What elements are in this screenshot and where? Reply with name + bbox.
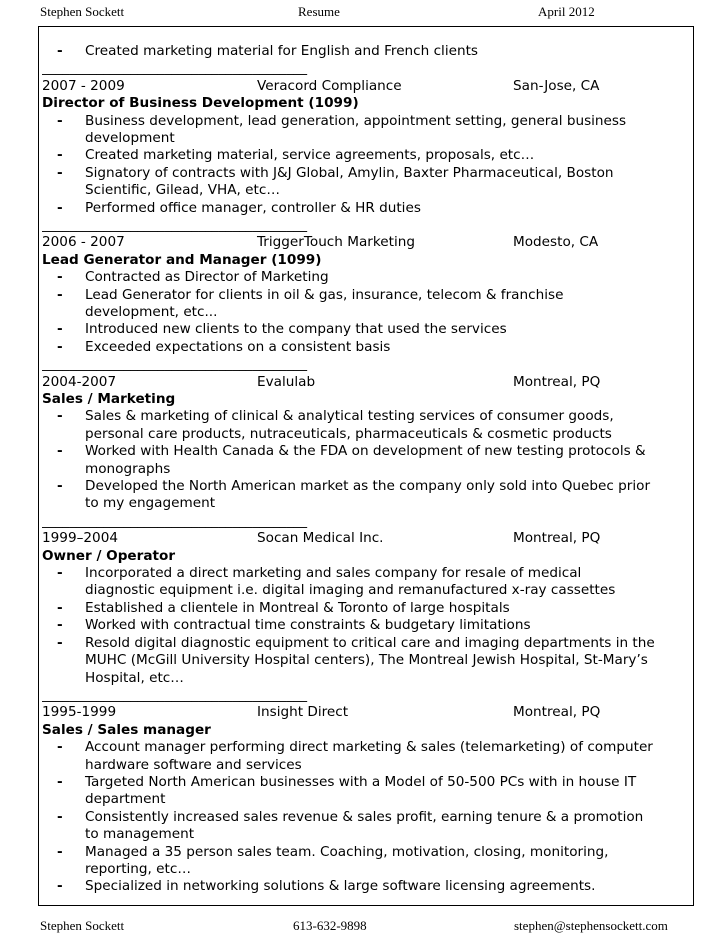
bullet-item [42, 844, 692, 879]
job-dates: 1995-1999 [42, 704, 117, 721]
bullet-item [42, 321, 692, 338]
header-document-label: Resume [298, 4, 340, 19]
header-name: Stephen Sockett [40, 4, 125, 19]
job-dates: 2004-2007 [42, 373, 117, 390]
bullet-line: hardware software and services [85, 756, 302, 773]
bullet-item [42, 408, 692, 443]
job-title: Owner / Operator [42, 547, 176, 564]
section-separator: _______________________________________ [42, 217, 308, 234]
footer-phone: 613-632-9898 [293, 918, 367, 933]
job-location: Montreal, PQ [513, 373, 601, 390]
bullet-dash: - [57, 286, 63, 303]
job-meta-row [42, 530, 692, 547]
bullet-line: Targeted North American businesses with a Model of 50-500 PCs with in house IT [85, 773, 637, 790]
bullet-line: Consistently increased sales revenue & sales profit, earning tenure & a promotion [85, 808, 644, 825]
bullet-item [42, 774, 692, 809]
bullet-line: to management [85, 826, 195, 843]
bullet-dash: - [57, 599, 63, 616]
job-entry [42, 356, 692, 513]
header-date: April 2012 [538, 4, 595, 19]
bullet-item [42, 147, 692, 164]
job-location: Montreal, PQ [513, 704, 601, 721]
bullet-line: Signatory of contracts with J&J Global, Amylin, Baxter Pharmaceutical, Boston [85, 164, 614, 181]
experience-list [42, 60, 692, 895]
bullet-item [42, 635, 692, 687]
bullet-line: Incorporated a direct marketing and sales company for resale of medical [85, 565, 582, 582]
bullet-line: monographs [85, 460, 171, 477]
bullet-dash: - [57, 199, 63, 216]
bullet-line: reporting, etc… [85, 860, 191, 877]
bullet-item [42, 809, 692, 844]
job-location: Montreal, PQ [513, 530, 601, 547]
bullet-item [42, 443, 692, 478]
bullet-dash: - [57, 43, 63, 59]
bullet-item [42, 478, 692, 513]
bullet-line: Created marketing material, service agreements, proposals, etc… [85, 147, 535, 164]
bullet-line: Scientific, Gilead, VHA, etc… [85, 182, 280, 199]
footer-name: Stephen Sockett [40, 918, 125, 933]
bullet-line: Resold digital diagnostic equipment to critical care and imaging departments in the [85, 634, 655, 651]
bullet-line: Exceeded expectations on a consistent basis [85, 338, 391, 355]
bullet-line: development [85, 130, 175, 146]
page-footer [40, 916, 688, 936]
footer-email: stephen@stephensockett.com [514, 918, 668, 933]
bullet-item [42, 878, 692, 895]
bullet-dash: - [57, 338, 63, 355]
job-meta-row [42, 234, 692, 251]
job-company: Evalulab [257, 373, 316, 390]
bullet-dash: - [57, 565, 63, 582]
bullet-line: personal care products, nutraceuticals, pharmaceuticals & cosmetic products [85, 425, 612, 442]
section-separator: _______________________________________ [42, 512, 308, 529]
job-entry [42, 60, 692, 217]
job-company: TriggerTouch Marketing [257, 234, 415, 251]
bullet-item [42, 339, 692, 356]
job-location: San-Jose, CA [513, 77, 600, 94]
section-separator: _______________________________________ [42, 356, 308, 373]
bullet-item [42, 269, 692, 286]
bullet-item [42, 200, 692, 217]
job-entry [42, 513, 692, 687]
bullet-line: Sales & marketing of clinical & analytical testing services of consumer goods, [85, 408, 614, 425]
bullet-line: Specialized in networking solutions & large software licensing agreements. [85, 878, 596, 895]
bullet-item [42, 287, 692, 322]
bullet-line: Performed office manager, controller & HR duties [85, 199, 421, 216]
bullet-line: Hospital, etc… [85, 669, 184, 686]
resume-body [42, 43, 692, 896]
job-entry [42, 217, 692, 356]
bullet-dash: - [57, 443, 63, 460]
bullet-dash: - [57, 617, 63, 634]
bullet-line: Worked with Health Canada & the FDA on development of new testing protocols & [85, 443, 646, 460]
bullet-line: Established a clientele in Montreal & Toronto of large hospitals [85, 599, 510, 616]
job-company: Socan Medical Inc. [257, 530, 384, 547]
bullet-line: Lead Generator for clients in oil & gas, insurance, telecom & franchise [85, 286, 564, 303]
bullet-line: to my engagement [85, 495, 216, 512]
bullet-line: Developed the North American market as the company only sold into Quebec prior [85, 478, 651, 495]
intro-bullets [42, 43, 692, 60]
page-header [40, 2, 688, 22]
job-company: Insight Direct [257, 704, 349, 721]
bullet-line: Managed a 35 person sales team. Coaching, motivation, closing, monitoring, [85, 843, 609, 860]
bullet-item [42, 113, 692, 148]
bullet-dash: - [57, 878, 63, 895]
job-title: Lead Generator and Manager (1099) [42, 251, 322, 268]
bullet-dash: - [57, 321, 63, 338]
bullet-dash: - [57, 269, 63, 286]
bullet-dash: - [57, 112, 63, 129]
bullet-line: Account manager performing direct marketing & sales (telemarketing) of computer [85, 739, 653, 756]
job-location: Modesto, CA [513, 234, 599, 251]
bullet-line: Created marketing material for English and French clients [85, 43, 479, 59]
bullet-dash: - [57, 147, 63, 164]
bullet-line: development, etc... [85, 304, 218, 321]
bullet-dash: - [57, 808, 63, 825]
bullet-line: diagnostic equipment i.e. digital imaging and remanufactured x-ray cassettes [85, 582, 616, 599]
bullet-dash: - [57, 773, 63, 790]
job-meta-row [42, 704, 692, 721]
bullet-item [42, 617, 692, 634]
job-dates: 2007 - 2009 [42, 77, 125, 94]
bullet-dash: - [57, 478, 63, 495]
job-dates: 2006 - 2007 [42, 234, 125, 251]
bullet-line: Introduced new clients to the company that used the services [85, 321, 507, 338]
bullet-item [42, 739, 692, 774]
bullet-line: Business development, lead generation, appointment setting, general business [85, 112, 627, 129]
bullet-dash: - [57, 843, 63, 860]
job-title: Director of Business Development (1099) [42, 95, 359, 112]
bullet-line: Worked with contractual time constraints & budgetary limitations [85, 617, 531, 634]
job-title: Sales / Sales manager [42, 721, 211, 738]
bullet-dash: - [57, 408, 63, 425]
job-meta-row [42, 374, 692, 391]
bullet-dash: - [57, 164, 63, 181]
job-title: Sales / Marketing [42, 391, 176, 408]
bullet-line: MUHC (McGill University Hospital centers), The Montreal Jewish Hospital, St-Mary’s [85, 652, 648, 669]
job-entry [42, 687, 692, 896]
bullet-item [42, 600, 692, 617]
bullet-item [42, 165, 692, 200]
job-company: Veracord Compliance [257, 77, 402, 94]
bullet-line: department [85, 791, 166, 808]
section-separator: _______________________________________ [42, 686, 308, 703]
bullet-line: Contracted as Director of Marketing [85, 269, 329, 286]
bullet-item [42, 565, 692, 600]
section-separator: _______________________________________ [42, 60, 308, 77]
bullet-item [42, 43, 692, 60]
bullet-dash: - [57, 739, 63, 756]
job-dates: 1999–2004 [42, 530, 118, 547]
bullet-dash: - [57, 634, 63, 651]
job-meta-row [42, 78, 692, 95]
